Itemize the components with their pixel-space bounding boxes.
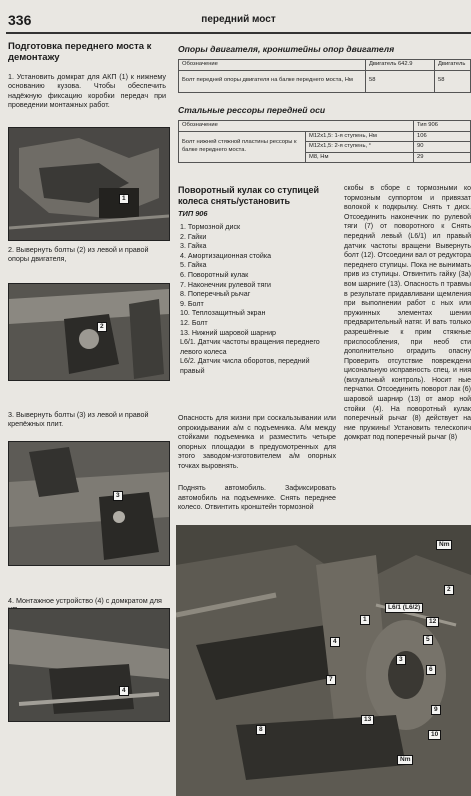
section-title: передний мост xyxy=(201,14,276,25)
knuckle-heading: Поворотный кулак со ступицей колеса снять/установить xyxy=(178,185,320,206)
photo-mount-plates xyxy=(8,441,170,566)
list-item: 2. Гайки xyxy=(180,232,207,241)
photo-label-1: 1 xyxy=(119,194,129,204)
photo-label-4: 4 xyxy=(119,686,129,696)
photo-transmission-jack xyxy=(8,127,170,241)
diagram-nm-tag-top: Nm xyxy=(436,540,452,550)
photo-mounting-device xyxy=(8,608,170,722)
list-item: L6/1. Датчик частоты вращения переднего левого колеса xyxy=(180,338,320,356)
list-item: 13. Нижний шаровой шарнир xyxy=(180,328,276,337)
diagram-num-3: 3 xyxy=(396,655,406,665)
table2-label: Болт нижней стяжной пластины рессоры к балке переднего моста. xyxy=(179,131,306,163)
table1-row-value-1: 58 xyxy=(366,70,435,92)
table1-row-value-2: 58 xyxy=(435,70,471,92)
page-number: 336 xyxy=(8,12,32,28)
table1-head-designation: Обозначение xyxy=(179,60,366,71)
lift-instructions-text: Поднять автомобиль. Зафиксировать автомобиль на подъемнике. Снять переднее колесо. Отвинтить кронштейн тормозной xyxy=(178,484,336,512)
table2-title: Стальные рессоры передней оси xyxy=(178,105,326,115)
list-item: 10. Теплозащитный экран xyxy=(180,309,266,318)
front-axle-diagram xyxy=(176,525,471,796)
diagram-num-13: 13 xyxy=(361,715,374,725)
page-header xyxy=(6,6,471,34)
diagram-num-4: 4 xyxy=(330,637,340,647)
list-item: 12. Болт xyxy=(180,318,208,327)
step-2-text: 2. Вывернуть болты (2) из левой и правой опоры двигателя, xyxy=(8,245,149,264)
table2-row-1-value: 106 xyxy=(414,131,471,142)
diagram-num-6: 6 xyxy=(426,665,436,675)
list-item: 8. Поперечный рычаг xyxy=(180,290,251,299)
list-item: 9. Болт xyxy=(180,299,204,308)
right-column-text: скобы в сборе с тормозными ко тормозным суппортом и привязат волокой к подкрылку. Снять т диск. Отсоединить наконечник по рулевой тяги (7) от поворотного к Снять передний левый (L6/1) ил правый датчик частоты вращени Вывернуть болт (12). Отсоедини вал от редуктора переднего ступицы. Пока не вынимать прив из ступицы. Отвинтить гайку (3а) вом шарниre (13). Опасность п травмы в результате придавливани щемления при выполнении работ с ных или пружинных элементах шении предварительный натяг. И вать только разрешённые к прим стяжные приспособления, при необ сти дополнительно оградить опасну Проверить отсутствие повреждени цисональную исправность спец. и ния (визуальный контроль). Носит ные перчатки. Отсоединить поворот лак (6) шаровой шарнир (13) от амор ной стойки (4). На поворотный кулак поперечный рычаг (8) действует на ние пружины! Установить телескопич домкрат под поперечный рычаг (8) xyxy=(344,185,471,442)
list-item: L6/2. Датчик числа оборотов, передний правый xyxy=(180,357,310,375)
table2-row-3-spec: M8, Нм xyxy=(306,152,414,163)
step-3-text: 3. Вывернуть болты (3) из левой и правой крепёжных плит. xyxy=(8,410,149,429)
diagram-num-9: 9 xyxy=(431,705,441,715)
diagram-num-7: 7 xyxy=(326,675,336,685)
diagram-num-10: 10 xyxy=(428,730,441,740)
table1-row-label: Болт передней опоры двигателя на балке переднего моста, Нм xyxy=(179,70,366,92)
table1-title: Опоры двигателя, кронштейны опор двигателя xyxy=(178,44,395,54)
knuckle-type: ТИП 906 xyxy=(178,209,208,218)
list-item: 3. Гайка xyxy=(180,242,207,251)
table1-head-engine: Двигатель xyxy=(435,60,471,71)
left-heading: Подготовка переднего моста к демонтажу xyxy=(8,41,152,63)
table2-row-1-spec: M12x1,5: 1-я ступень, Нм xyxy=(306,131,414,142)
photo-engine-mount xyxy=(8,283,170,381)
photo-label-2: 2 xyxy=(97,322,107,332)
list-item: 4. Амортизационная стойка xyxy=(180,251,272,260)
diagram-num-5: 5 xyxy=(423,635,433,645)
list-item: 6. Поворотный кулак xyxy=(180,270,249,279)
list-item: 1. Тормозной диск xyxy=(180,223,241,231)
diagram-num-12: 12 xyxy=(426,617,439,627)
step-1-text: 1. Установить домкрат для АКП (1) к нижнему основанию кузова. Чтобы обеспечить надёжную фиксацию коробки передач при проведении монтажных работ. xyxy=(8,72,166,110)
diagram-nm-tag-bottom: Nm xyxy=(397,755,413,765)
knuckle-parts-list xyxy=(180,223,336,377)
diagram-label-l6: L6/1 (L6/2) xyxy=(385,603,423,613)
diagram-num-8: 8 xyxy=(256,725,266,735)
photo-label-3: 3 xyxy=(113,491,123,501)
table2-row-2-spec: M12x1,5: 2-я ступень, ° xyxy=(306,142,414,153)
table2-row-3-value: 29 xyxy=(414,152,471,163)
table2-head-type: Тип 906 xyxy=(414,121,471,132)
step-4-text: 4. Монтажное устройство (4) с домкратом для xyxy=(8,596,162,605)
table1-head-engine-6429: Двигатель 642.9 xyxy=(366,60,435,71)
front-spring-torque-table xyxy=(178,120,471,163)
diagram-num-1: 1 xyxy=(360,615,370,625)
diagram-num-2: 2 xyxy=(444,585,454,595)
table2-row-2-value: 90 xyxy=(414,142,471,153)
engine-mount-torque-table xyxy=(178,59,471,93)
table2-head-designation: Обозначение xyxy=(179,121,414,132)
list-item: 5. Гайка xyxy=(180,261,207,270)
list-item: 7. Наконечник рулевой тяги xyxy=(180,280,271,289)
safety-warning-text: Опасность для жизни при соскальзывании или опрокидывании а/м с подъемника. А/м между стойками подъемника и разместить четыре опорных площадки в предусмотренных для этого заводом-изготовителем а/м опорных точках выровнять. xyxy=(178,414,336,470)
